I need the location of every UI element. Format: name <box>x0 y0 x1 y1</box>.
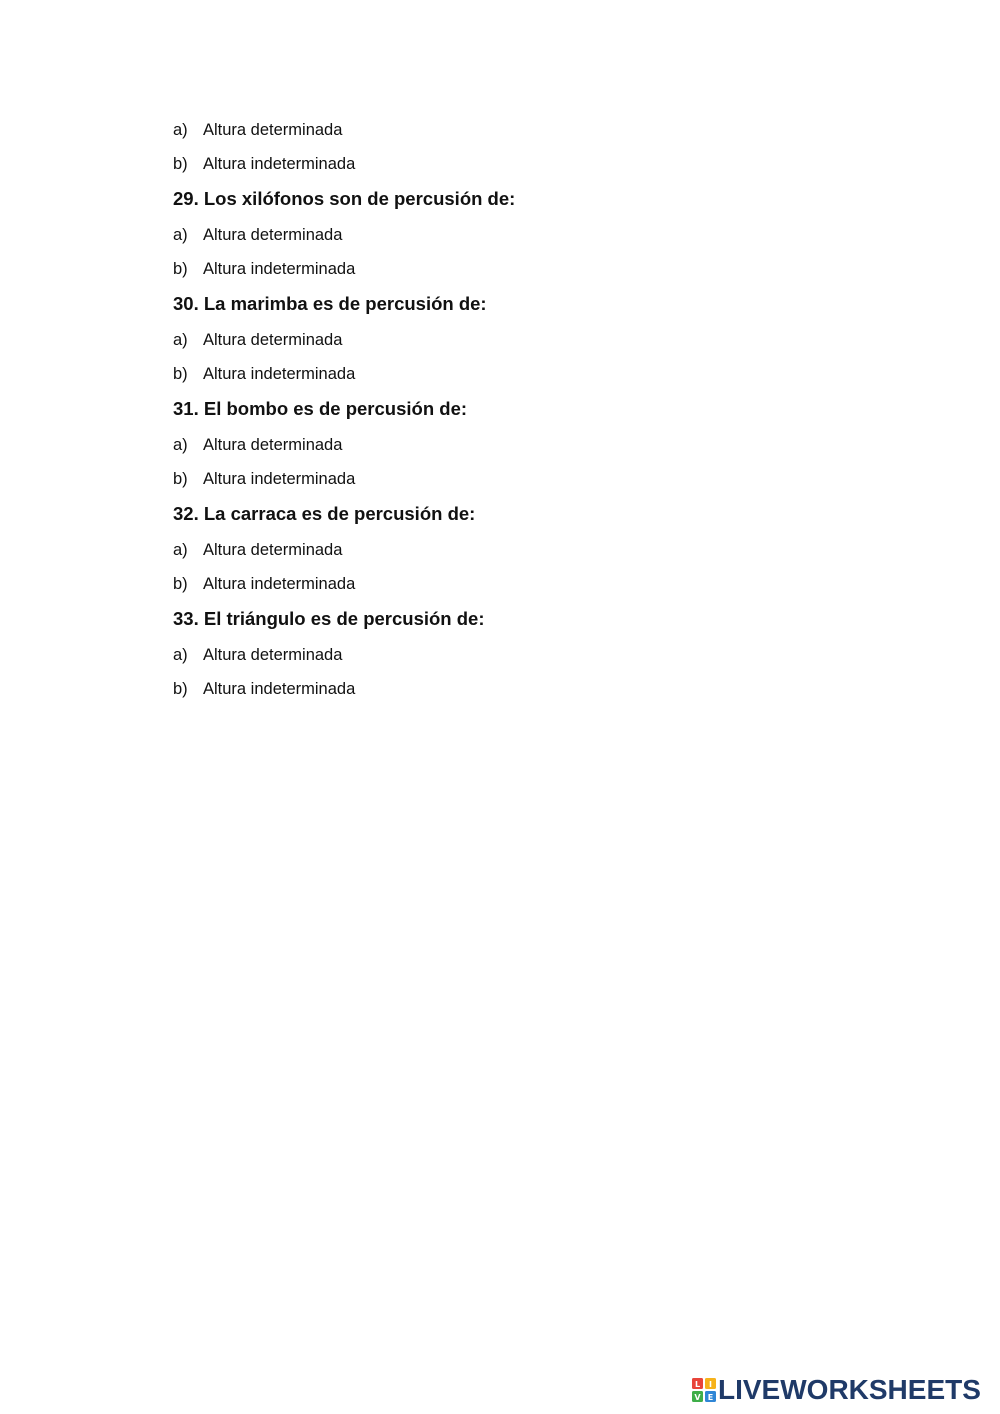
logo-letter-i: I <box>709 1379 712 1389</box>
worksheet-content <box>173 116 873 709</box>
liveworksheets-logo <box>692 1374 981 1406</box>
option-text: Altura determinada <box>203 541 343 559</box>
option-text: Altura determinada <box>203 331 343 349</box>
option-b <box>173 255 873 289</box>
option-a <box>173 221 873 255</box>
option-letter: a) <box>173 541 188 559</box>
question-32: 32. La carraca es de percusión de: <box>173 503 476 524</box>
logo-text: LIVEWORKSHEETS <box>718 1374 981 1405</box>
option-text: Altura determinada <box>203 436 343 454</box>
question-33: 33. El triángulo es de percusión de: <box>173 608 485 629</box>
liveworksheets-logo-icon <box>692 1378 716 1402</box>
option-text: Altura determinada <box>203 646 343 664</box>
option-letter: b) <box>173 680 188 698</box>
option-b <box>173 150 873 184</box>
option-a <box>173 641 873 675</box>
option-b <box>173 360 873 394</box>
question-29: 29. Los xilófonos son de percusión de: <box>173 188 516 209</box>
option-letter: b) <box>173 260 188 278</box>
logo-letter-e: E <box>707 1392 714 1402</box>
option-letter: b) <box>173 575 188 593</box>
option-letter: a) <box>173 331 188 349</box>
option-letter: b) <box>173 155 188 173</box>
option-letter: a) <box>173 436 188 454</box>
option-text: Altura determinada <box>203 226 343 244</box>
option-text: Altura indeterminada <box>203 260 356 278</box>
option-a <box>173 326 873 360</box>
logo-letter-l: L <box>694 1379 701 1389</box>
option-b <box>173 675 873 709</box>
option-a <box>173 116 873 150</box>
question-31: 31. El bombo es de percusión de: <box>173 398 468 419</box>
option-text: Altura indeterminada <box>203 155 356 173</box>
option-letter: a) <box>173 646 188 664</box>
question-30: 30. La marimba es de percusión de: <box>173 293 487 314</box>
option-b <box>173 570 873 604</box>
logo-letter-v: V <box>694 1392 701 1402</box>
option-text: Altura indeterminada <box>203 470 356 488</box>
option-text: Altura indeterminada <box>203 575 356 593</box>
option-letter: a) <box>173 226 188 244</box>
option-text: Altura determinada <box>203 121 343 139</box>
option-a <box>173 431 873 465</box>
option-letter: a) <box>173 121 188 139</box>
option-text: Altura indeterminada <box>203 680 356 698</box>
option-letter: b) <box>173 470 188 488</box>
option-letter: b) <box>173 365 188 383</box>
option-a <box>173 536 873 570</box>
option-b <box>173 465 873 499</box>
option-text: Altura indeterminada <box>203 365 356 383</box>
